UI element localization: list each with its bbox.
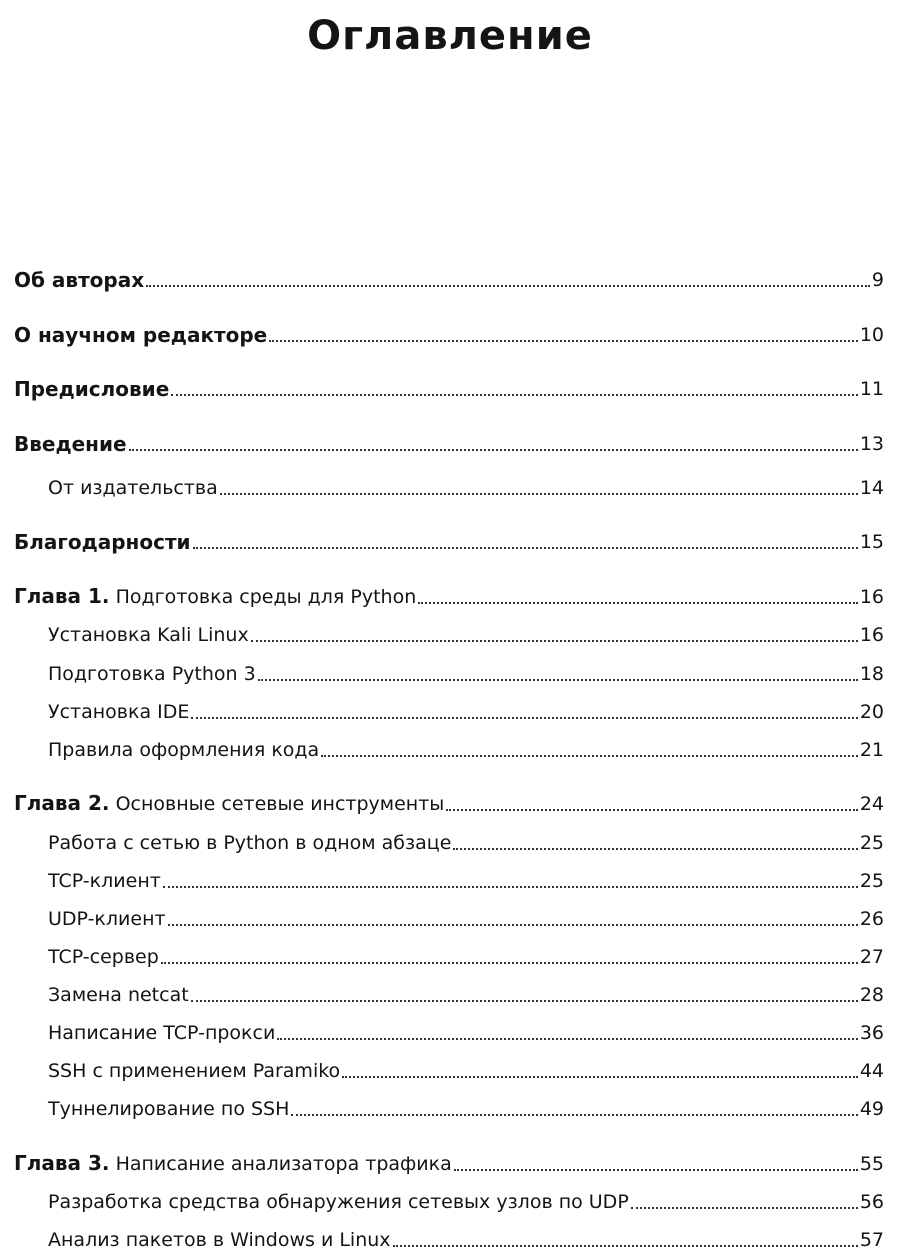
toc-entry-from-publisher[interactable] — [48, 470, 884, 500]
entry-label: Об авторах — [14, 268, 145, 292]
entry-label — [14, 584, 416, 609]
entry-label: Работа с сетью в Python в одном абзаце — [48, 832, 452, 854]
page-number: 11 — [859, 378, 884, 400]
page-number: 27 — [859, 946, 884, 968]
page-number: 55 — [859, 1153, 884, 1175]
dot-leader — [146, 285, 870, 287]
page-number: 36 — [859, 1022, 884, 1044]
page-number: 16 — [859, 586, 884, 608]
entry-label: Анализ пакетов в Windows и Linux — [48, 1229, 391, 1251]
entry-label — [14, 1151, 452, 1176]
toc-entry-ssh-paramiko[interactable] — [48, 1053, 884, 1083]
dot-leader — [191, 1000, 858, 1002]
dot-leader — [631, 1207, 858, 1209]
chapter-title: Подготовка среды для Python — [115, 586, 417, 608]
page-number: 21 — [859, 739, 884, 761]
toc-entry-about-authors[interactable] — [14, 262, 884, 292]
entry-label: Предисловие — [14, 377, 170, 401]
entry-label: UDP-клиент — [48, 908, 166, 930]
entry-label: Благодарности — [14, 530, 191, 554]
page-number: 49 — [859, 1098, 884, 1120]
dot-leader — [168, 924, 858, 926]
toc-entry-udp-host-discovery[interactable] — [48, 1184, 884, 1214]
toc-entry-install-ide[interactable] — [48, 694, 884, 724]
page-number: 25 — [859, 870, 884, 892]
dot-leader — [393, 1245, 858, 1247]
entry-label: Введение — [14, 432, 127, 456]
page-number: 16 — [859, 624, 884, 646]
toc-entry-chapter-2[interactable] — [14, 786, 884, 816]
toc-entry-introduction[interactable] — [14, 426, 884, 456]
dot-leader — [191, 717, 857, 719]
page-number: 28 — [859, 984, 884, 1006]
entry-label: От издательства — [48, 477, 218, 499]
page-number: 25 — [859, 832, 884, 854]
dot-leader — [277, 1038, 857, 1040]
entry-label: Установка Kali Linux — [48, 624, 249, 646]
toc-entry-udp-client[interactable] — [48, 901, 884, 931]
entry-label: Замена netcat — [48, 984, 189, 1006]
dot-leader — [418, 602, 858, 604]
dot-leader — [454, 1169, 858, 1171]
page-number: 57 — [859, 1229, 884, 1251]
toc-entry-packet-sniffing[interactable] — [48, 1222, 884, 1252]
dot-leader — [251, 640, 858, 642]
toc-entry-tcp-proxy[interactable] — [48, 1015, 884, 1045]
entry-label: SSH с применением Paramiko — [48, 1060, 341, 1082]
page-number: 18 — [859, 663, 884, 685]
page-number: 56 — [859, 1191, 884, 1213]
page-title: Оглавление — [307, 13, 593, 59]
entry-label: Разработка средства обнаружения сетевых узлов по UDP — [48, 1191, 629, 1213]
chapter-prefix: Глава 1. — [14, 584, 110, 608]
toc-entry-ssh-tunneling[interactable] — [48, 1091, 884, 1121]
page-number: 20 — [859, 701, 884, 723]
page-number: 10 — [859, 324, 884, 346]
page-number: 44 — [859, 1060, 884, 1082]
toc-entry-tcp-client[interactable] — [48, 863, 884, 893]
toc-entry-networking-paragraph[interactable] — [48, 825, 884, 855]
dot-leader — [269, 340, 858, 342]
toc-entry-acknowledgements[interactable] — [14, 524, 884, 554]
dot-leader — [220, 493, 858, 495]
page-number: 14 — [859, 477, 884, 499]
page-number: 13 — [859, 433, 884, 455]
entry-label: Туннелирование по SSH — [48, 1098, 290, 1120]
toc-entry-netcat[interactable] — [48, 977, 884, 1007]
dot-leader — [163, 886, 858, 888]
dot-leader — [446, 809, 858, 811]
entry-label — [14, 791, 444, 816]
dot-leader — [342, 1076, 858, 1078]
entry-label: Подготовка Python 3 — [48, 663, 256, 685]
dot-leader — [258, 679, 858, 681]
entry-label: О научном редакторе — [14, 323, 268, 347]
toc-entry-preface[interactable] — [14, 371, 884, 401]
dot-leader — [161, 962, 858, 964]
toc-entry-chapter-3[interactable] — [14, 1146, 884, 1176]
page-number: 24 — [859, 793, 884, 815]
toc-entry-tcp-server[interactable] — [48, 939, 884, 969]
dot-leader — [129, 449, 858, 451]
entry-label: Установка IDE — [48, 701, 190, 723]
page-number: 26 — [859, 908, 884, 930]
dot-leader — [291, 1114, 857, 1116]
dot-leader — [171, 394, 858, 396]
entry-label: Правила оформления кода — [48, 739, 320, 761]
entry-label: Написание TCP-прокси — [48, 1022, 276, 1044]
entry-label: TCP-клиент — [48, 870, 161, 892]
dot-leader — [453, 848, 857, 850]
entry-label: TCP-сервер — [48, 946, 159, 968]
toc-entry-chapter-1[interactable] — [14, 579, 884, 609]
toc-entry-science-editor[interactable] — [14, 317, 884, 347]
chapter-prefix: Глава 2. — [14, 791, 110, 815]
page-number: 9 — [871, 269, 884, 291]
page-number: 15 — [859, 531, 884, 553]
toc-entry-code-style[interactable] — [48, 732, 884, 762]
dot-leader — [321, 755, 858, 757]
chapter-title: Написание анализатора трафика — [115, 1153, 452, 1175]
dot-leader — [193, 547, 858, 549]
toc-entry-install-kali[interactable] — [48, 617, 884, 647]
chapter-title: Основные сетевые инструменты — [115, 793, 445, 815]
toc-entry-prepare-python[interactable] — [48, 656, 884, 686]
chapter-prefix: Глава 3. — [14, 1151, 110, 1175]
